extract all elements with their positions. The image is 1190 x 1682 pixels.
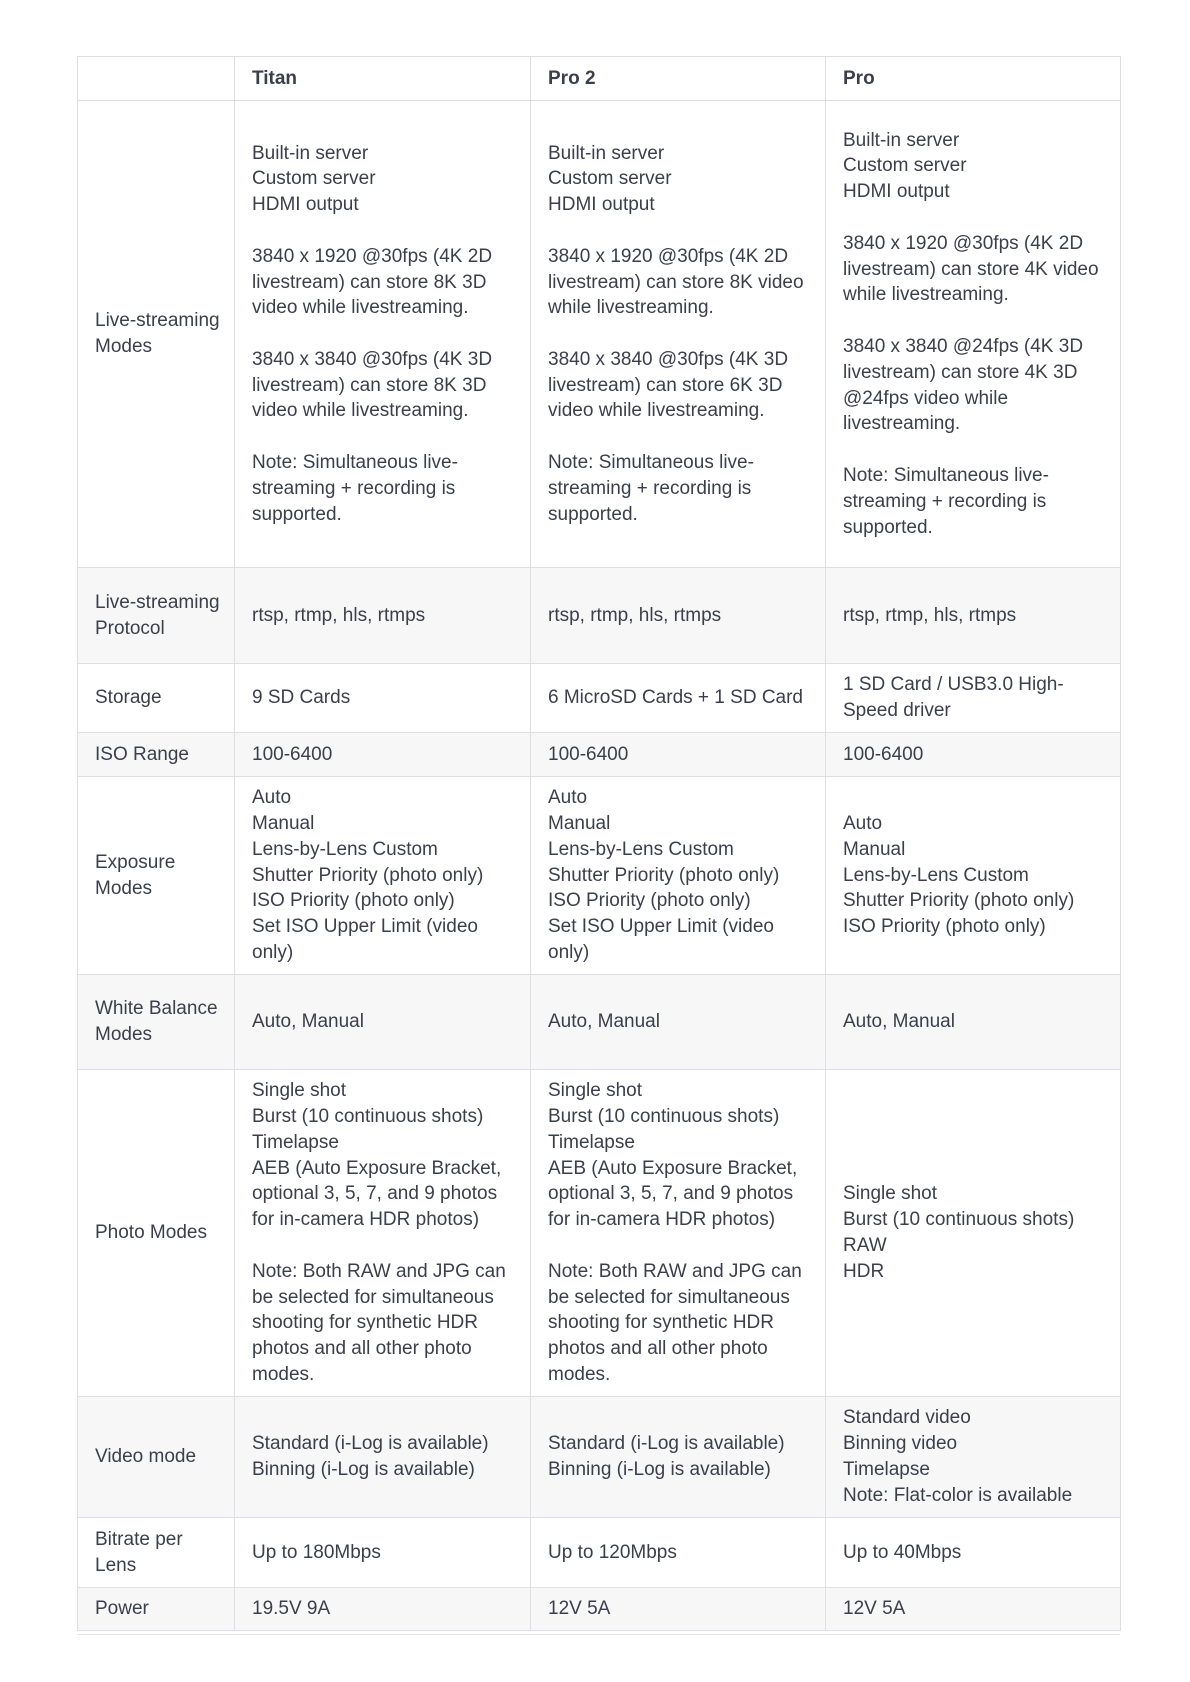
cell-pro: 1 SD Card / USB3.0 High-Speed driver bbox=[826, 664, 1121, 733]
cell-pro: 12V 5A bbox=[826, 1588, 1121, 1631]
header-pro-2: Pro 2 bbox=[531, 57, 826, 101]
cell-pro: Standard video Binning video Timelapse Note: Flat-color is available bbox=[826, 1397, 1121, 1518]
cell-titan: rtsp, rtmp, hls, rtmps bbox=[235, 568, 531, 664]
row-label: White Balance Modes bbox=[78, 975, 235, 1070]
cell-pro: Built-in server Custom server HDMI output 3840 x 1920 @30fps (4K 2D livestream) can store 4K video while livestreaming. 3840 x 3840 @24fps (4K 3D livestream) can store 4K 3D @24fps video while livestreaming. Note: Simultaneous live-streaming + recording is supported. bbox=[826, 101, 1121, 568]
cell-pro-2: Auto Manual Lens-by-Lens Custom Shutter Priority (photo only) ISO Priority (photo only) Set ISO Upper Limit (video only) bbox=[531, 777, 826, 975]
cell-pro-2: Built-in server Custom server HDMI output 3840 x 1920 @30fps (4K 2D livestream) can store 8K video while livestreaming. 3840 x 3840 @30fps (4K 3D livestream) can store 6K 3D video while livestreaming. Note: Simultaneous live-streaming + recording is supported. bbox=[531, 101, 826, 568]
row-live-streaming-modes bbox=[78, 101, 1121, 568]
cell-pro-2: Single shot Burst (10 continuous shots) Timelapse AEB (Auto Exposure Bracket, optional 3, 5, 7, and 9 photos for in-camera HDR photos) Note: Both RAW and JPG can be selected for simultaneous shooting for synthetic HDR photos and all other photo modes. bbox=[531, 1070, 826, 1397]
row-power bbox=[78, 1588, 1121, 1631]
cell-titan: 100-6400 bbox=[235, 733, 531, 777]
row-label: Exposure Modes bbox=[78, 777, 235, 975]
row-exposure-modes bbox=[78, 777, 1121, 975]
cell-pro-2: 12V 5A bbox=[531, 1588, 826, 1631]
cell-pro: Single shot Burst (10 continuous shots) RAW HDR bbox=[826, 1070, 1121, 1397]
cell-pro: Auto Manual Lens-by-Lens Custom Shutter Priority (photo only) ISO Priority (photo only) bbox=[826, 777, 1121, 975]
cell-titan: Up to 180Mbps bbox=[235, 1518, 531, 1588]
row-bitrate-per-lens bbox=[78, 1518, 1121, 1588]
cell-titan: Built-in server Custom server HDMI output 3840 x 1920 @30fps (4K 2D livestream) can store 8K 3D video while livestreaming. 3840 x 3840 @30fps (4K 3D livestream) can store 8K 3D video while livestreaming. Note: Simultaneous live-streaming + recording is supported. bbox=[235, 101, 531, 568]
row-label: Live-streaming Modes bbox=[78, 101, 235, 568]
cell-titan: Standard (i-Log is available) Binning (i-Log is available) bbox=[235, 1397, 531, 1518]
cell-pro-2: Standard (i-Log is available) Binning (i-Log is available) bbox=[531, 1397, 826, 1518]
cell-titan: Single shot Burst (10 continuous shots) Timelapse AEB (Auto Exposure Bracket, optional 3, 5, 7, and 9 photos for in-camera HDR photos) Note: Both RAW and JPG can be selected for simultaneous shooting for synthetic HDR photos and all other photo modes. bbox=[235, 1070, 531, 1397]
cell-pro: Auto, Manual bbox=[826, 975, 1121, 1070]
row-label: Power bbox=[78, 1588, 235, 1631]
row-label: Photo Modes bbox=[78, 1070, 235, 1397]
row-label: ISO Range bbox=[78, 733, 235, 777]
footer-divider bbox=[77, 1634, 1120, 1635]
spec-comparison-table bbox=[77, 56, 1121, 1631]
row-live-streaming-protocol bbox=[78, 568, 1121, 664]
row-white-balance-modes bbox=[78, 975, 1121, 1070]
cell-pro: 100-6400 bbox=[826, 733, 1121, 777]
header-row bbox=[78, 57, 1121, 101]
cell-pro-2: Up to 120Mbps bbox=[531, 1518, 826, 1588]
header-empty-cell bbox=[78, 57, 235, 101]
cell-pro-2: Auto, Manual bbox=[531, 975, 826, 1070]
cell-titan: Auto, Manual bbox=[235, 975, 531, 1070]
row-storage bbox=[78, 664, 1121, 733]
cell-pro-2: rtsp, rtmp, hls, rtmps bbox=[531, 568, 826, 664]
row-label: Storage bbox=[78, 664, 235, 733]
row-label: Bitrate per Lens bbox=[78, 1518, 235, 1588]
cell-titan: 19.5V 9A bbox=[235, 1588, 531, 1631]
cell-pro: rtsp, rtmp, hls, rtmps bbox=[826, 568, 1121, 664]
row-iso-range bbox=[78, 733, 1121, 777]
cell-pro-2: 6 MicroSD Cards + 1 SD Card bbox=[531, 664, 826, 733]
header-pro: Pro bbox=[826, 57, 1121, 101]
row-photo-modes bbox=[78, 1070, 1121, 1397]
row-label: Live-streaming Protocol bbox=[78, 568, 235, 664]
header-titan: Titan bbox=[235, 57, 531, 101]
row-label: Video mode bbox=[78, 1397, 235, 1518]
cell-pro-2: 100-6400 bbox=[531, 733, 826, 777]
cell-titan: Auto Manual Lens-by-Lens Custom Shutter Priority (photo only) ISO Priority (photo only) Set ISO Upper Limit (video only) bbox=[235, 777, 531, 975]
cell-titan: 9 SD Cards bbox=[235, 664, 531, 733]
row-video-mode bbox=[78, 1397, 1121, 1518]
cell-pro: Up to 40Mbps bbox=[826, 1518, 1121, 1588]
